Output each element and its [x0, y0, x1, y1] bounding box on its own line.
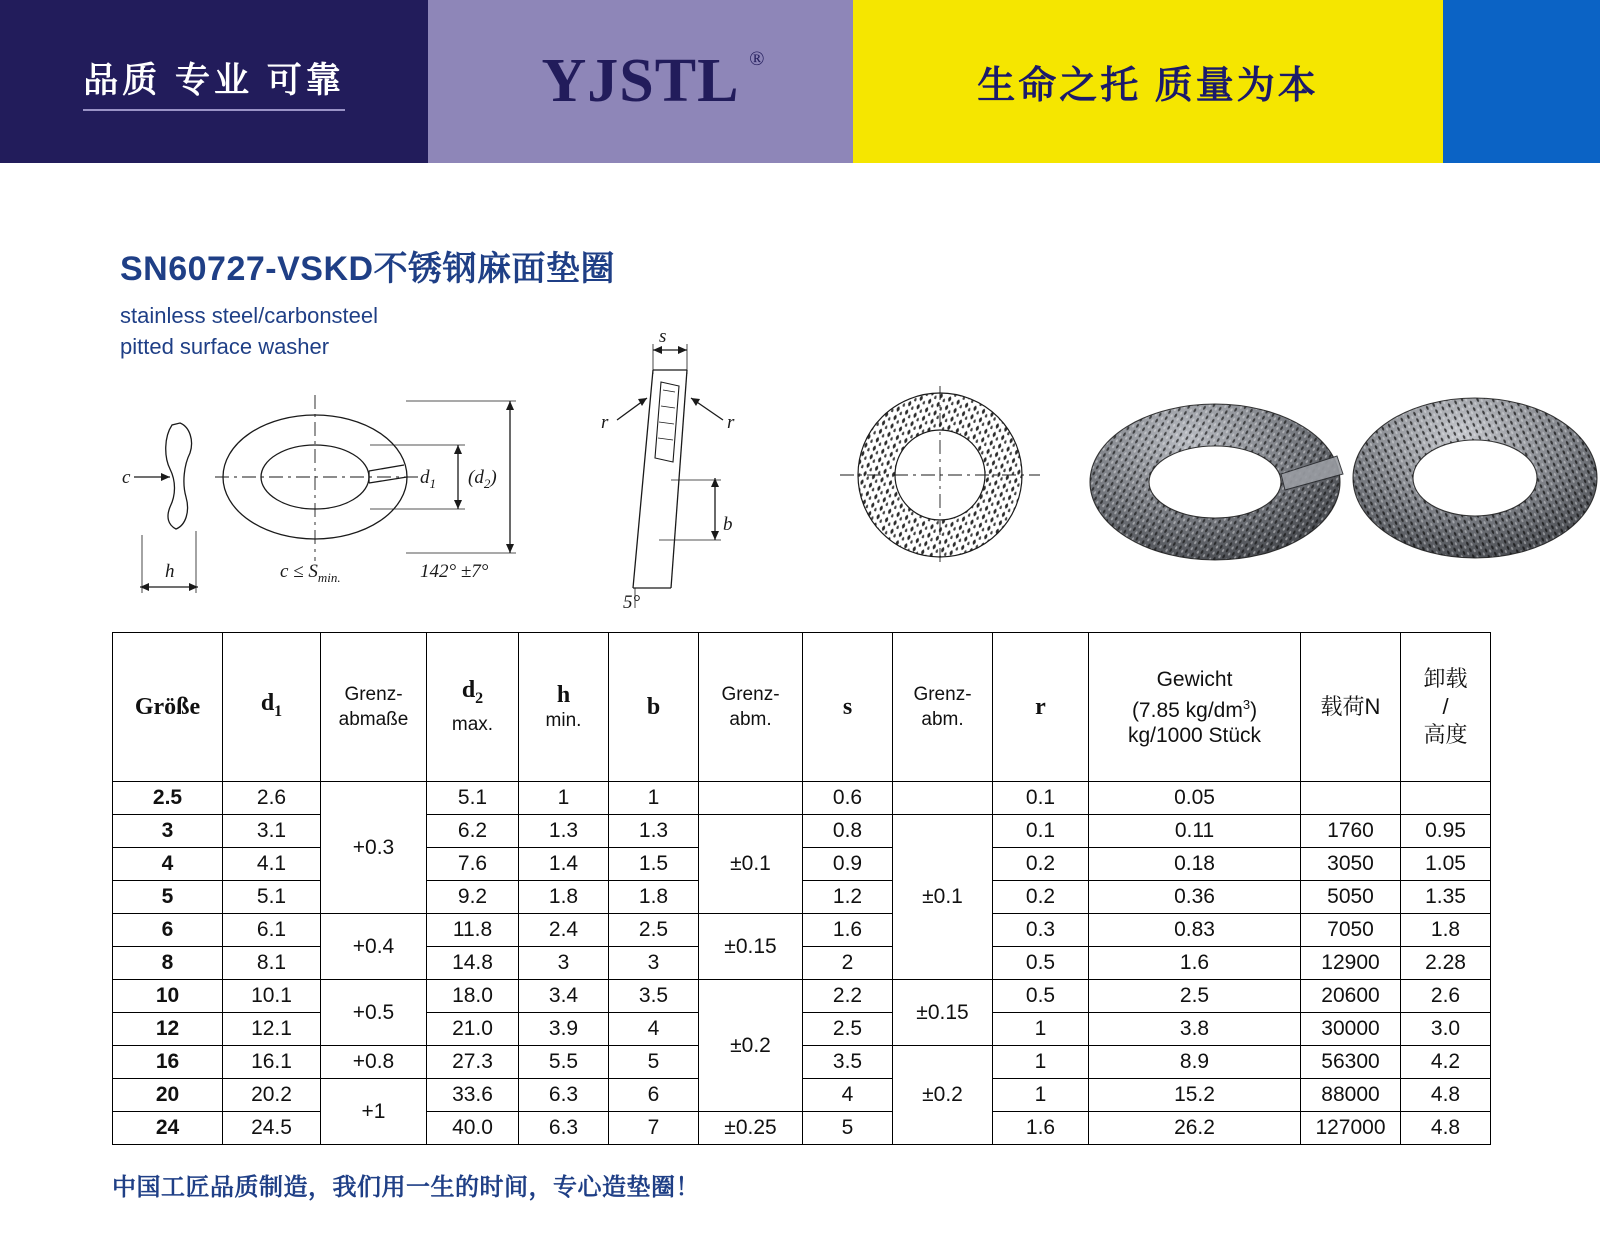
cell-h: 1.3 [519, 815, 609, 848]
cell-h: 5.5 [519, 1046, 609, 1079]
cell-s-grenzabm: ±0.2 [893, 1046, 993, 1145]
cell-s: 1.2 [803, 881, 893, 914]
spec-table [112, 632, 1491, 1145]
cell-d1-grenzabmasse: +0.4 [321, 914, 427, 980]
cell-r: 1 [993, 1046, 1089, 1079]
cell-load: 5050 [1301, 881, 1401, 914]
header-b: b [609, 633, 699, 782]
cell-size: 4 [113, 848, 223, 881]
cell-weight: 0.05 [1089, 782, 1301, 815]
header-r: r [993, 633, 1089, 782]
cell-d1: 6.1 [223, 914, 321, 947]
cell-load: 88000 [1301, 1079, 1401, 1112]
header-unload-height: 卸载 / 高度 [1401, 633, 1491, 782]
cell-unload: 1.05 [1401, 848, 1491, 881]
cell-s: 4 [803, 1079, 893, 1112]
figure-product-photo-1 [1075, 378, 1355, 578]
header-b-grenzabm: Grenz- abm. [699, 633, 803, 782]
figure-product-photo-2 [1335, 378, 1600, 578]
cell-d2: 40.0 [427, 1112, 519, 1145]
figure-label-b: b [723, 514, 733, 535]
cell-s: 0.6 [803, 782, 893, 815]
cell-h: 3 [519, 947, 609, 980]
header-d1: $d_1$ [223, 633, 321, 782]
cell-weight: 2.5 [1089, 980, 1301, 1013]
cell-load: 7050 [1301, 914, 1401, 947]
cell-d2: 6.2 [427, 815, 519, 848]
cell-b-grenzabm: ±0.2 [699, 980, 803, 1112]
header-groesse: Größe [113, 633, 223, 782]
figure-label-c: c [122, 467, 131, 488]
figure-label-d1: $d_1$ [420, 467, 436, 491]
cell-unload: 1.35 [1401, 881, 1491, 914]
header-s-grenzabm: Grenz- abm. [893, 633, 993, 782]
cell-unload: 0.95 [1401, 815, 1491, 848]
cell-d2: 9.2 [427, 881, 519, 914]
cell-weight: 0.36 [1089, 881, 1301, 914]
cell-load: 56300 [1301, 1046, 1401, 1079]
figure-label-r-left: r [601, 412, 609, 433]
cell-unload: 3.0 [1401, 1013, 1491, 1046]
cell-weight: 1.6 [1089, 947, 1301, 980]
cell-r: 1 [993, 1013, 1089, 1046]
cell-h: 6.3 [519, 1112, 609, 1145]
cell-s-grenzabm: ±0.15 [893, 980, 993, 1046]
table-header-row [113, 633, 1491, 782]
table-row [113, 914, 1491, 947]
cell-unload: 4.8 [1401, 1112, 1491, 1145]
banner-segment-accent [1443, 0, 1600, 163]
table-row [113, 815, 1491, 848]
cell-b: 5 [609, 1046, 699, 1079]
cell-size: 3 [113, 815, 223, 848]
cell-d1: 8.1 [223, 947, 321, 980]
header-d1-grenzabmasse: Grenz- abmaße [321, 633, 427, 782]
cell-b: 1 [609, 782, 699, 815]
cell-unload: 4.2 [1401, 1046, 1491, 1079]
cell-size: 20 [113, 1079, 223, 1112]
cell-b-grenzabm: ±0.15 [699, 914, 803, 980]
cell-s: 0.9 [803, 848, 893, 881]
cell-b: 7 [609, 1112, 699, 1145]
cell-s: 3.5 [803, 1046, 893, 1079]
figure-cross-section [575, 330, 795, 615]
cell-d1: 16.1 [223, 1046, 321, 1079]
cell-unload [1401, 782, 1491, 815]
table-body [113, 782, 1491, 1145]
banner-segment-logo [428, 0, 853, 163]
table-row [113, 980, 1491, 1013]
banner-segment-slogan-right [853, 0, 1443, 163]
cell-d2: 33.6 [427, 1079, 519, 1112]
cell-weight: 3.8 [1089, 1013, 1301, 1046]
cell-h: 1.4 [519, 848, 609, 881]
cell-b: 3 [609, 947, 699, 980]
header-gewicht: Gewicht (7.85 $kg/dm^3$) kg/1000 Stück [1089, 633, 1301, 782]
cell-size: 24 [113, 1112, 223, 1145]
cell-b: 3.5 [609, 980, 699, 1013]
header-load: 载荷N [1301, 633, 1401, 782]
slogan-right-text: 生命之托 质量为本 [977, 65, 1319, 107]
cell-r: 0.3 [993, 914, 1089, 947]
cell-r: 1.6 [993, 1112, 1089, 1145]
cell-weight: 0.83 [1089, 914, 1301, 947]
cell-h: 1 [519, 782, 609, 815]
cell-r: 0.5 [993, 947, 1089, 980]
cell-load: 127000 [1301, 1112, 1401, 1145]
figure-label-r-right: r [727, 412, 735, 433]
cell-weight: 15.2 [1089, 1079, 1301, 1112]
figure-top-view-pitted [830, 380, 1050, 570]
cell-size: 5 [113, 881, 223, 914]
cell-d1: 24.5 [223, 1112, 321, 1145]
figure-label-d2: $(d_2)$ [468, 467, 497, 491]
brand-logo [541, 46, 766, 117]
cell-weight: 8.9 [1089, 1046, 1301, 1079]
table-row [113, 1112, 1491, 1145]
cell-size: 16 [113, 1046, 223, 1079]
footer-slogan: 中国工匠品质制造，我们用一生的时间，专心造垫圈！ [112, 1174, 700, 1201]
cell-d1-grenzabmasse: +1 [321, 1079, 427, 1145]
cell-r: 0.1 [993, 815, 1089, 848]
cell-size: 2.5 [113, 782, 223, 815]
cell-b: 2.5 [609, 914, 699, 947]
cell-unload: 1.8 [1401, 914, 1491, 947]
header-h: h min. [519, 633, 609, 782]
cell-b: 6 [609, 1079, 699, 1112]
cell-s: 1.6 [803, 914, 893, 947]
spec-table-container [112, 632, 1490, 1145]
cell-d1: 10.1 [223, 980, 321, 1013]
cell-s-grenzabm [893, 782, 993, 815]
page-title: SN60727-VSKD不锈钢麻面垫圈 [120, 250, 616, 288]
cell-b-grenzabm: ±0.25 [699, 1112, 803, 1145]
cell-d2: 21.0 [427, 1013, 519, 1046]
cell-unload: 4.8 [1401, 1079, 1491, 1112]
cell-load: 30000 [1301, 1013, 1401, 1046]
cell-b-grenzabm: ±0.1 [699, 815, 803, 914]
figure-note-c-smin: $c \le S_{min.}$ [280, 561, 341, 585]
cell-r: 1 [993, 1079, 1089, 1112]
cell-h: 6.3 [519, 1079, 609, 1112]
brand-logo-text: YJSTL [541, 47, 740, 115]
cell-s-grenzabm: ±0.1 [893, 815, 993, 980]
cell-unload: 2.28 [1401, 947, 1491, 980]
header-s: s [803, 633, 893, 782]
cell-d1: 3.1 [223, 815, 321, 848]
cell-r: 0.2 [993, 881, 1089, 914]
cell-d2: 11.8 [427, 914, 519, 947]
page-subtitle-line1: stainless steel/carbonsteel [120, 303, 379, 328]
cell-s: 2.2 [803, 980, 893, 1013]
header-banner [0, 0, 1600, 163]
cell-d2: 18.0 [427, 980, 519, 1013]
cell-load [1301, 782, 1401, 815]
cell-b: 1.3 [609, 815, 699, 848]
cell-size: 8 [113, 947, 223, 980]
banner-segment-slogan-left [0, 0, 428, 163]
cell-d2: 7.6 [427, 848, 519, 881]
cell-s: 5 [803, 1112, 893, 1145]
header-d2: $d_2$ max. [427, 633, 519, 782]
cell-size: 6 [113, 914, 223, 947]
cell-r: 0.5 [993, 980, 1089, 1013]
cell-d1: 5.1 [223, 881, 321, 914]
cell-b: 1.5 [609, 848, 699, 881]
figure-label-s: s [659, 330, 667, 347]
cell-d1-grenzabmasse: +0.8 [321, 1046, 427, 1079]
cell-d2: 27.3 [427, 1046, 519, 1079]
cell-h: 2.4 [519, 914, 609, 947]
cell-size: 10 [113, 980, 223, 1013]
cell-load: 3050 [1301, 848, 1401, 881]
cell-load: 12900 [1301, 947, 1401, 980]
cell-s: 0.8 [803, 815, 893, 848]
cell-d1: 12.1 [223, 1013, 321, 1046]
cell-s: 2.5 [803, 1013, 893, 1046]
cell-d1: 20.2 [223, 1079, 321, 1112]
registered-trademark-icon: ® [749, 48, 766, 70]
figure-row [120, 330, 1480, 613]
cell-d1: 4.1 [223, 848, 321, 881]
figure-label-h: h [165, 561, 175, 582]
cell-unload: 2.6 [1401, 980, 1491, 1013]
cell-weight: 26.2 [1089, 1112, 1301, 1145]
figure-label-5deg: 5° [623, 592, 641, 613]
cell-d1: 2.6 [223, 782, 321, 815]
cell-b: 4 [609, 1013, 699, 1046]
cell-h: 1.8 [519, 881, 609, 914]
page-subtitle-line2: pitted surface washer [120, 334, 330, 359]
cell-weight: 0.18 [1089, 848, 1301, 881]
cell-r: 0.2 [993, 848, 1089, 881]
cell-d1-grenzabmasse: +0.3 [321, 782, 427, 914]
figure-note-angle [280, 552, 610, 592]
cell-s: 2 [803, 947, 893, 980]
cell-b-grenzabm [699, 782, 803, 815]
cell-load: 20600 [1301, 980, 1401, 1013]
cell-h: 3.9 [519, 1013, 609, 1046]
cell-h: 3.4 [519, 980, 609, 1013]
cell-d1-grenzabmasse: +0.5 [321, 980, 427, 1046]
cell-b: 1.8 [609, 881, 699, 914]
cell-d2: 5.1 [427, 782, 519, 815]
cell-weight: 0.11 [1089, 815, 1301, 848]
cell-d2: 14.8 [427, 947, 519, 980]
figure-note-142deg: 142° ±7° [420, 561, 489, 582]
cell-size: 12 [113, 1013, 223, 1046]
cell-load: 1760 [1301, 815, 1401, 848]
table-row [113, 782, 1491, 815]
slogan-left-text: 品质 专业 可靠 [83, 53, 344, 111]
cell-r: 0.1 [993, 782, 1089, 815]
